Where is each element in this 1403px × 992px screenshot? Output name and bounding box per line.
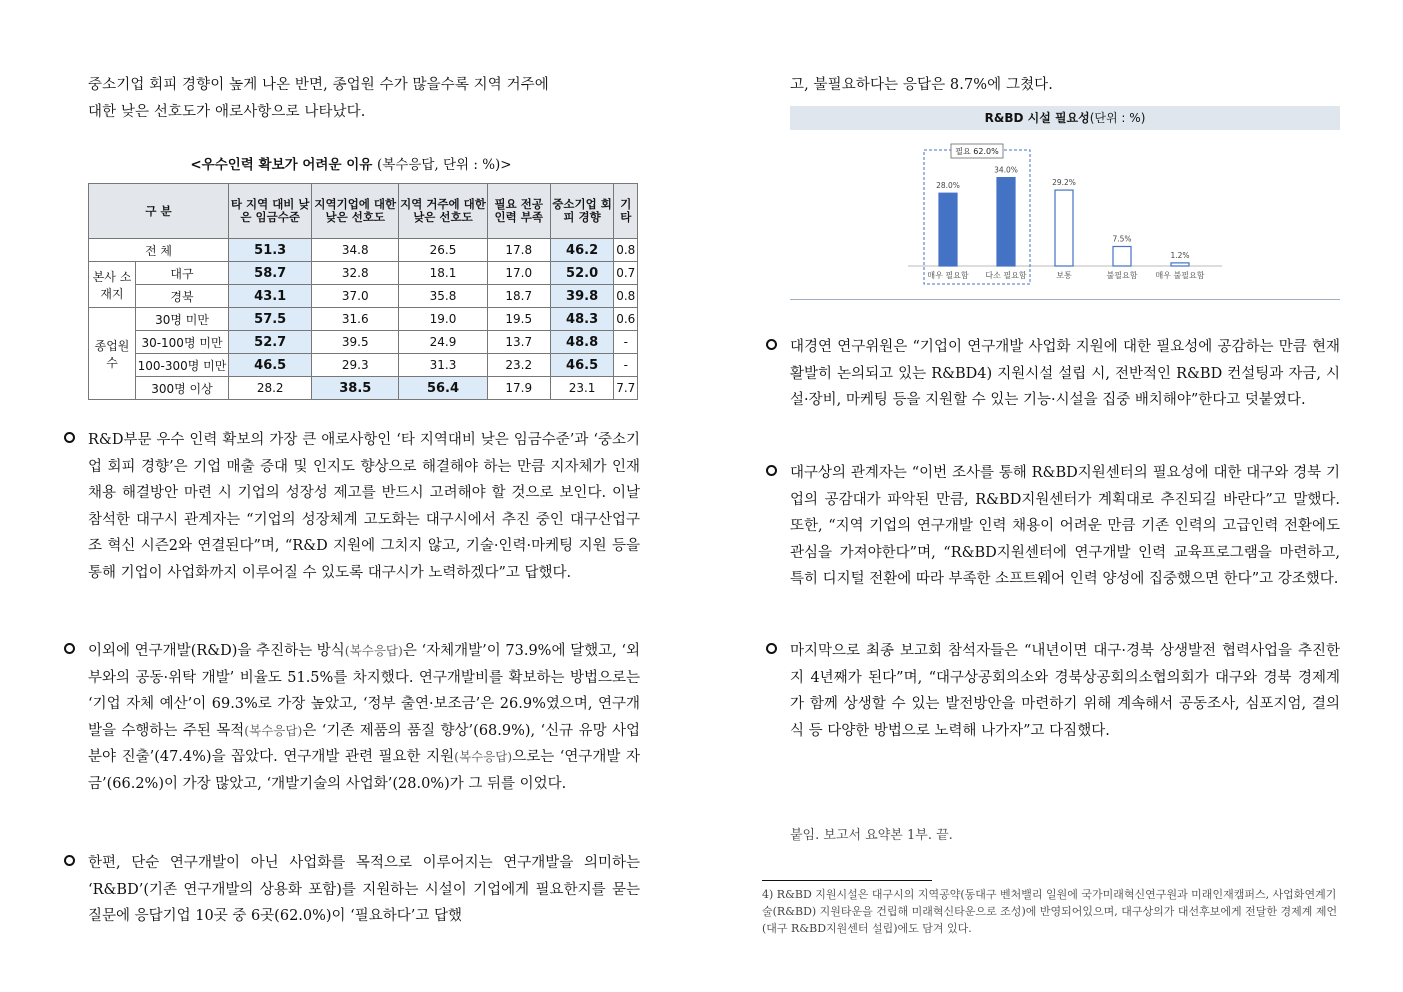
- bullet-icon: [64, 432, 75, 443]
- header-local-residence: 지역 거주에 대한 낮은 선호도: [399, 184, 488, 239]
- table-row: [89, 239, 638, 262]
- table-cell: 0.8: [614, 285, 638, 308]
- table-cell: 46.2: [550, 239, 614, 262]
- table-cell: 48.8: [550, 331, 614, 354]
- table-header-row: [89, 184, 638, 239]
- table-title: [62, 153, 640, 173]
- talent-difficulty-table: [88, 183, 638, 400]
- table-cell: 48.3: [550, 308, 614, 331]
- paragraph-text: 대구상의 관계자는 “이번 조사를 통해 R&BD지원센터의 필요성에 대한 대구와 경북 기업의 공감대가 파악된 만큼, R&BD지원센터가 계획대로 추진되길 바란다”고 말했다. 또한, “지역 기업의 연구개발 인력 채용이 어려운 만큼 기존 인력의 고급인력 전환에도 관심을 가져야한다”며, “R&BD지원센터에 연구개발 인력 교육프로그램을 마련하고, 특히 디지털 전환에 따라 부족한 소프트웨어 인력 양성에 집중했으면 한다”고 강조했다.: [790, 465, 1340, 587]
- table-cell: 18.1: [399, 262, 488, 285]
- text-run: 은 ‘자체개발’이 73.9%에 달했고, ‘외부와의 공동·위탁 개발’ 비율도 51.5%를 차지했다. 연구개발비를 확보하는 방법으로는 ‘기업 자체 예산’이 69.3%로 가장 높았고, ‘정부 출연·보조금’은 26.9%였으며, 연구개발을 수행하는 주된 목적: [88, 643, 640, 739]
- table-row: [89, 285, 638, 308]
- header-local-firm: 지역기업에 대한 낮은 선호도: [312, 184, 399, 239]
- header-division: 구 분: [89, 184, 229, 239]
- table-cell: 13.7: [487, 331, 550, 354]
- header-other: 기 타: [614, 184, 638, 239]
- row-label: 30-100명 미만: [136, 331, 229, 354]
- table-cell: 37.0: [312, 285, 399, 308]
- row-label: 전 체: [89, 239, 229, 262]
- table-cell: 35.8: [399, 285, 488, 308]
- table-cell: 17.9: [487, 377, 550, 400]
- bullet-icon: [766, 339, 777, 350]
- header-wage: 타 지역 대비 낮은 임금수준: [229, 184, 312, 239]
- chart-header: [790, 106, 1340, 130]
- bullet-icon: [64, 643, 75, 654]
- paragraph-text: 대경연 연구위원은 “기업이 연구개발 사업화 지원에 대한 필요성에 공감하는 만큼 현재 활발히 논의되고 있는 R&BD4) 지원시설 설립 시, 전반적인 R&BD 컨설팅과 자금, 시설·장비, 마케팅 등을 지원할 수 있는 기능·시설을 집중 배치해야”한다고 덧붙였다.: [790, 339, 1340, 408]
- header-major-shortage: 필요 전공 인력 부족: [487, 184, 550, 239]
- bullet-icon: [766, 465, 777, 476]
- table-title-unit: (복수응답, 단위 : %)>: [376, 157, 512, 173]
- row-label: 100-300명 미만: [136, 354, 229, 377]
- row-group-label: 종업원 수: [89, 308, 136, 400]
- header-sme-avoid: 중소기업 회피 경향: [550, 184, 614, 239]
- chart-category-label: 다소 필요함: [985, 271, 1027, 280]
- chart-unit: (단위 : %): [1089, 111, 1146, 125]
- table-cell: 19.0: [399, 308, 488, 331]
- table-row: [89, 354, 638, 377]
- chart-data-label: 34.0%: [994, 165, 1018, 175]
- table-cell: 26.5: [399, 239, 488, 262]
- chart-bar: [939, 193, 957, 266]
- table-cell: 32.8: [312, 262, 399, 285]
- table-cell: 24.9: [399, 331, 488, 354]
- table-cell: 51.3: [229, 239, 312, 262]
- chart-plot: [790, 130, 1340, 298]
- table-cell: 39.8: [550, 285, 614, 308]
- table-cell: 29.3: [312, 354, 399, 377]
- table-cell: -: [614, 354, 638, 377]
- note-multiple-response: (복수응답): [244, 722, 303, 738]
- paragraph-text: 한편, 단순 연구개발이 아닌 사업화를 목적으로 이루어지는 연구개발을 의미하는 ‘R&BD’(기존 연구개발의 상용화 포함)를 지원하는 시설이 기업에게 필요한지를 묻는 질문에 응답기업 10곳 중 6곳(62.0%)이 ‘필요하다’고 답했: [88, 855, 640, 924]
- table-cell: 7.7: [614, 377, 638, 400]
- bullet-icon: [64, 855, 75, 866]
- chart-data-label: 28.0%: [936, 181, 960, 191]
- table-cell: 52.7: [229, 331, 312, 354]
- table-cell: 39.5: [312, 331, 399, 354]
- table-cell: 43.1: [229, 285, 312, 308]
- chart-category-label: 보통: [1056, 271, 1072, 280]
- intro-line-1: 중소기업 회피 경향이 높게 나온 반면, 종업원 수가 많을수록 지역 거주에: [88, 77, 549, 93]
- table-row: [89, 331, 638, 354]
- table-title-text: <우수인력 확보가 어려운 이유: [190, 157, 373, 173]
- chart-data-label: 7.5%: [1112, 234, 1132, 244]
- table-cell: 19.5: [487, 308, 550, 331]
- chart-bar: [1171, 263, 1189, 266]
- note-multiple-response: (복수응답): [344, 643, 403, 658]
- table-cell: 38.5: [312, 377, 399, 400]
- table-cell: 28.2: [229, 377, 312, 400]
- chart-category-label: 매우 필요함: [927, 271, 969, 280]
- paragraph-text: R&D부문 우수 인력 확보의 가장 큰 애로사항인 ‘타 지역대비 낮은 임금수준’과 ‘중소기업 회피 경향’은 기업 매출 증대 및 인지도 향상으로 해결해야 하는 만큼 지자체가 인재 채용 해결방안 마련 시 기업의 성장성 제고를 반드시 고려해야 할 것으로 보인다. 이날 참석한 대구시 관계자는 “기업의 성장체계 고도화는 대구시에서 추진 중인 대구산업구조 혁신 시즌2와 연결된다”며, “R&D 지원에 그치지 않고, 기술·인력·마케팅 지원 등을 통해 기업이 사업화까지 이루어질 수 있도록 대구시가 노력하겠다”고 답했다.: [88, 432, 640, 581]
- table-cell: 56.4: [399, 377, 488, 400]
- bullet-icon: [766, 643, 777, 654]
- row-label: 대구: [136, 262, 229, 285]
- table-row: [89, 308, 638, 331]
- footnote-divider: [762, 880, 932, 881]
- text-run: 이외에 연구개발(R&D)을 추진하는 방식: [88, 643, 345, 659]
- table-cell: 23.2: [487, 354, 550, 377]
- table-cell: 31.6: [312, 308, 399, 331]
- chart-bar: [997, 178, 1015, 266]
- chart-category-label: 매우 불필요함: [1155, 271, 1205, 280]
- chart-title: R&BD 시설 필요성: [984, 111, 1090, 125]
- row-group-label: 본사 소재지: [89, 262, 136, 308]
- attachment-note: 붙임. 보고서 요약본 1부. 끝.: [790, 828, 953, 843]
- table-cell: 0.6: [614, 308, 638, 331]
- row-label: 300명 이상: [136, 377, 229, 400]
- rnbd-chart: [790, 106, 1340, 300]
- intro-line-2: 대한 낮은 선호도가 애로사항으로 나타났다.: [88, 104, 366, 120]
- row-label: 30명 미만: [136, 308, 229, 331]
- continuation-line: 고, 불필요하다는 응답은 8.7%에 그쳤다.: [790, 77, 1053, 93]
- footnote: 4) R&BD 지원시설은 대구시의 지역공약(동대구 벤처밸리 일원에 국가미래혁신연구원과 미래인재캠퍼스, 사업화연계기술(R&BD) 지원타운을 건립해 미래혁신타운으로 조성)에 반영되어있으며, 대구상의가 대선후보에게 전달한 경제계 제언(대구 R&BD지원센터 설립)에도 담겨 있다.: [762, 888, 1338, 935]
- note-multiple-response: (복수응답): [454, 749, 513, 764]
- paragraph-text: [88, 638, 640, 797]
- table-cell: 18.7: [487, 285, 550, 308]
- table-cell: 0.8: [614, 239, 638, 262]
- table-cell: 17.8: [487, 239, 550, 262]
- table-row: [89, 262, 638, 285]
- table-cell: 57.5: [229, 308, 312, 331]
- table-cell: 46.5: [229, 354, 312, 377]
- table-cell: 17.0: [487, 262, 550, 285]
- table-cell: 23.1: [550, 377, 614, 400]
- chart-category-label: 불필요함: [1106, 271, 1138, 280]
- chart-data-label: 1.2%: [1170, 250, 1190, 260]
- table-row: [89, 377, 638, 400]
- table-cell: 52.0: [550, 262, 614, 285]
- table-cell: 46.5: [550, 354, 614, 377]
- table-cell: 0.7: [614, 262, 638, 285]
- text-run: 은 ‘기존 제품의 품질 향상’(68.9%), ‘신규 유망 사업 분야 진출’(47.4%)을 꼽았다. 연구개발 관련 필요한 지원: [88, 722, 640, 765]
- table-cell: 31.3: [399, 354, 488, 377]
- chart-data-label: 29.2%: [1052, 178, 1076, 188]
- row-label: 경북: [136, 285, 229, 308]
- chart-bar: [1055, 190, 1073, 266]
- table-cell: -: [614, 331, 638, 354]
- table-cell: 34.8: [312, 239, 399, 262]
- paragraph-text: 마지막으로 최종 보고회 참석자들은 “내년이면 대구·경북 상생발전 협력사업을 추진한지 4년째가 된다”며, “대구상공회의소와 경북상공회의소협의회가 대구와 경북 경제계가 함께 상생할 수 있는 발전방안을 마련하기 위해 계속해서 공동조사, 심포지엄, 결의식 등 다양한 방법으로 노력해 나가자”고 다짐했다.: [790, 643, 1340, 739]
- table-cell: 58.7: [229, 262, 312, 285]
- text-run: 으로는 ‘연구개발 자금’(66.2%)이 가장 많았고, ‘개발기술의 사업화’(28.0%)가 그 뒤를 이었다.: [88, 749, 640, 792]
- chart-bar: [1113, 247, 1131, 267]
- chart-callout-label: 필요 62.0%: [955, 147, 999, 156]
